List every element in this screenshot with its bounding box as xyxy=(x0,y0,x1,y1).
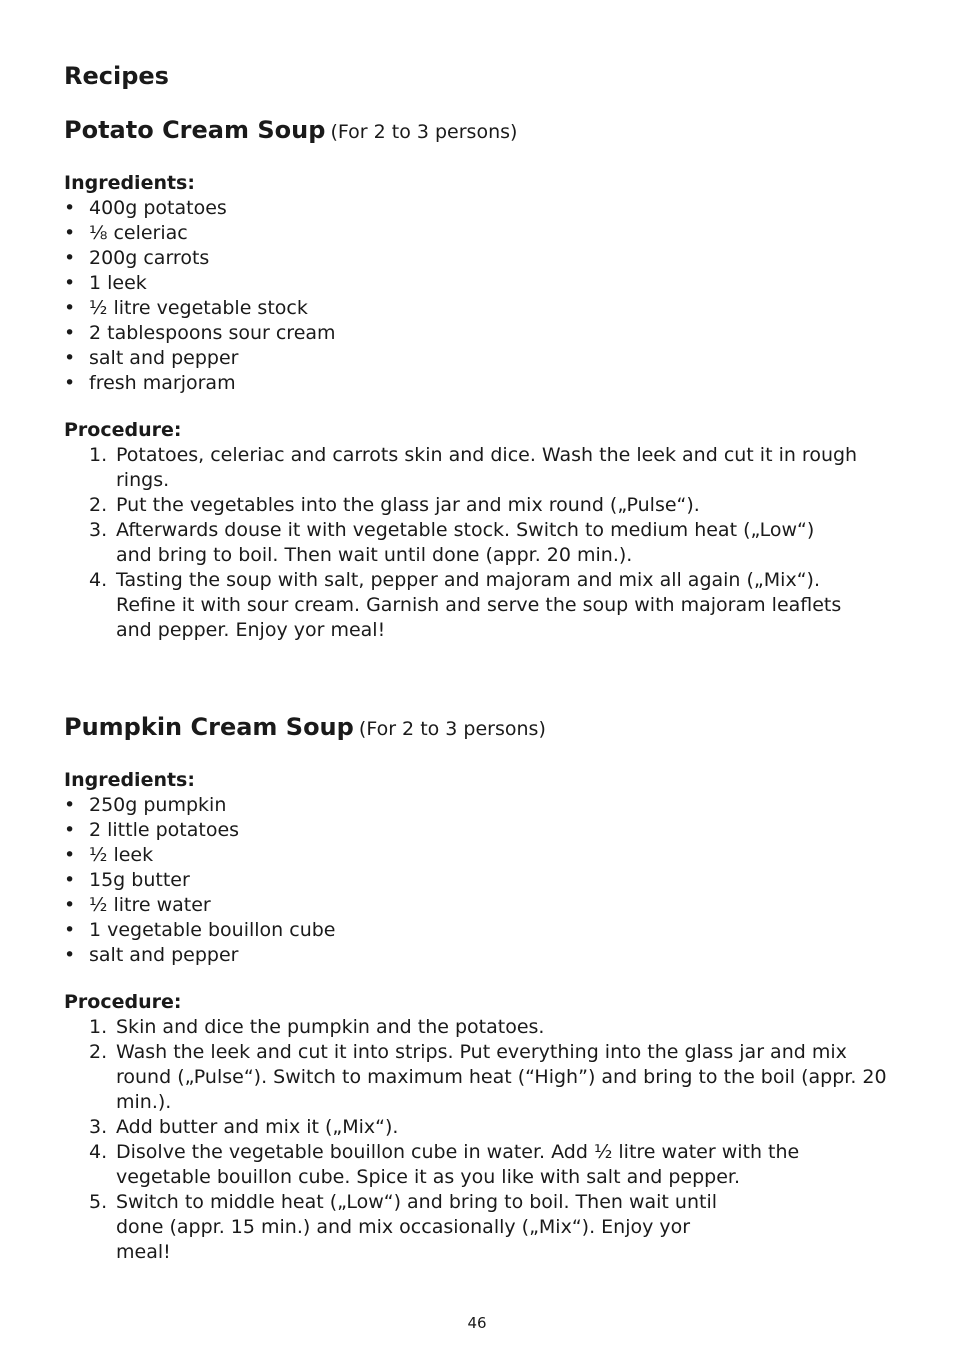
ingredient-item: • salt and pepper xyxy=(64,346,894,371)
ingredient-item: • ½ leek xyxy=(64,843,894,868)
page-heading: Recipes xyxy=(64,62,169,90)
ingredients-label: Ingredients: xyxy=(64,172,195,194)
step-number: 1. xyxy=(89,1016,108,1038)
ingredients-label: Ingredients: xyxy=(64,769,195,791)
procedure-step xyxy=(64,1015,894,1040)
ingredient-item: • 15g butter xyxy=(64,868,894,893)
step-number: 4. xyxy=(89,569,108,591)
ingredients-list xyxy=(64,196,894,396)
step-number: 2. xyxy=(89,1041,108,1063)
step-text: Disolve the vegetable bouillon cube in water. Add ½ litre water with the vegetable bouillon cube. Spice it as you like with salt and pepper. xyxy=(116,1141,800,1188)
procedure-step xyxy=(64,1115,894,1140)
procedure-step xyxy=(64,1140,894,1190)
procedure-steps xyxy=(64,1015,894,1265)
procedure-label: Procedure: xyxy=(64,419,182,441)
ingredient-item: • 200g carrots xyxy=(64,246,894,271)
procedure-step xyxy=(64,443,894,493)
ingredient-item: • ⅛ celeriac xyxy=(64,221,894,246)
recipe-name: Pumpkin Cream Soup xyxy=(64,713,354,741)
recipe-potato-cream-soup xyxy=(64,114,894,643)
step-number: 2. xyxy=(89,494,108,516)
procedure-step xyxy=(64,1040,894,1115)
ingredient-item: • ½ litre water xyxy=(64,893,894,918)
ingredient-item: • 1 vegetable bouillon cube xyxy=(64,918,894,943)
procedure-steps xyxy=(64,443,894,643)
recipe-page xyxy=(64,60,894,1265)
step-text: Skin and dice the pumpkin and the potatoes. xyxy=(116,1016,545,1038)
page-number: 46 xyxy=(467,1314,487,1332)
ingredient-item: • 2 little potatoes xyxy=(64,818,894,843)
ingredient-item: • fresh marjoram xyxy=(64,371,894,396)
procedure-step xyxy=(64,568,894,643)
recipe-title xyxy=(64,711,894,746)
procedure-step xyxy=(64,493,894,518)
recipe-servings: (For 2 to 3 persons) xyxy=(330,121,518,143)
step-number: 3. xyxy=(89,519,108,541)
recipe-pumpkin-cream-soup xyxy=(64,711,894,1265)
step-number: 1. xyxy=(89,444,108,466)
ingredient-item: • 250g pumpkin xyxy=(64,793,894,818)
step-number: 3. xyxy=(89,1116,108,1138)
procedure-label: Procedure: xyxy=(64,991,182,1013)
step-text: Put the vegetables into the glass jar and mix round („Pulse“). xyxy=(116,494,700,516)
step-text: Add butter and mix it („Mix“). xyxy=(116,1116,399,1138)
ingredient-item: • 2 tablespoons sour cream xyxy=(64,321,894,346)
step-text: Switch to middle heat („Low“) and bring to boil. Then wait until done (appr. 15 min.) and mix occasionally („Mix“). Enjoy yor meal! xyxy=(116,1191,718,1263)
recipe-servings: (For 2 to 3 persons) xyxy=(358,718,546,740)
ingredient-item: • 1 leek xyxy=(64,271,894,296)
step-number: 4. xyxy=(89,1141,108,1163)
step-number: 5. xyxy=(89,1191,108,1213)
procedure-step xyxy=(64,518,894,568)
ingredient-item: • salt and pepper xyxy=(64,943,894,968)
step-text: Tasting the soup with salt, pepper and majoram and mix all again („Mix“). Refine it with sour cream. Garnish and serve the soup with majoram leaflets and pepper. Enjoy yor meal! xyxy=(116,569,842,641)
ingredient-item: • ½ litre vegetable stock xyxy=(64,296,894,321)
step-text: Potatoes, celeriac and carrots skin and dice. Wash the leek and cut it in rough rings. xyxy=(116,444,858,491)
step-text: Wash the leek and cut it into strips. Put everything into the glass jar and mix round („Pulse“). Switch to maximum heat (“High”) and bring to the boil (appr. 20 min.). xyxy=(116,1041,887,1113)
recipe-title xyxy=(64,114,894,149)
ingredient-item: • 400g potatoes xyxy=(64,196,894,221)
step-text: Afterwards douse it with vegetable stock. Switch to medium heat („Low“) and bring to boil. Then wait until done (appr. 20 min.). xyxy=(116,519,815,566)
ingredients-list xyxy=(64,793,894,968)
procedure-step xyxy=(64,1190,894,1265)
recipe-name: Potato Cream Soup xyxy=(64,116,326,144)
